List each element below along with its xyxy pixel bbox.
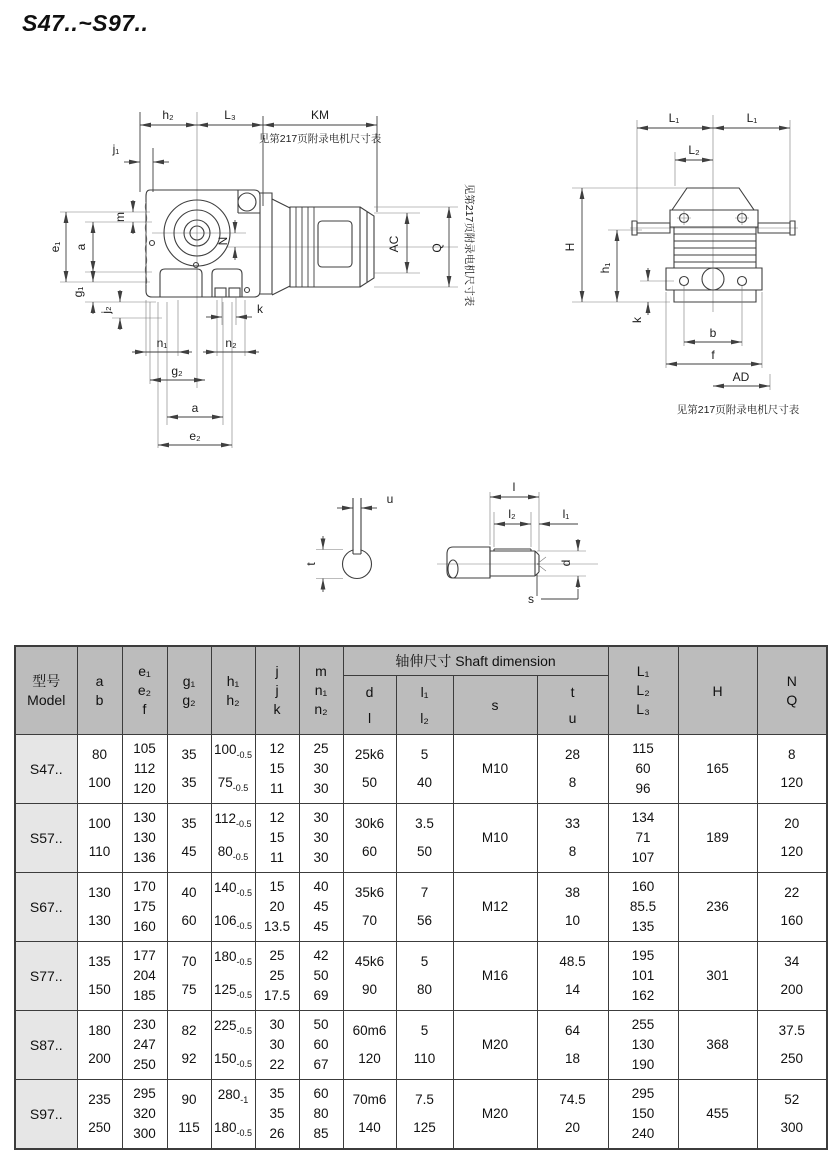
cell-s: M10 [453,804,537,873]
cell-L: 115 60 96 [608,735,678,804]
cell-H: 301 [678,942,757,1011]
cell-g: 40 60 [167,873,211,942]
cell-model: S57.. [15,804,77,873]
col-header-ab: a b [77,646,122,735]
cell-g: 90 115 [167,1080,211,1150]
cell-NQ: 37.5 250 [757,1011,827,1080]
dim-label-k-front: k [630,317,644,323]
dim-label-t: t [304,562,318,566]
dim-label-h1: h₁ [598,262,612,274]
cell-dl: 45k6 90 [343,942,396,1011]
cell-tu: 64 18 [537,1011,608,1080]
dim-label-L3: L₃ [224,108,236,122]
cell-model: S47.. [15,735,77,804]
dim-label-AC: AC [387,235,401,253]
col-header-s: s [453,676,537,735]
table-row [15,942,827,1011]
dim-label-e1: e₁ [48,241,62,253]
motor-note-side: 见第217页附录电机尺寸表 [463,183,475,307]
cell-L: 295 150 240 [608,1080,678,1150]
dim-label-a-left: a [74,243,88,251]
col-header-h: h₁ h₂ [211,646,255,735]
cell-ab: 100 110 [77,804,122,873]
cell-g: 82 92 [167,1011,211,1080]
cell-H: 368 [678,1011,757,1080]
cell-l12: 3.5 50 [396,804,453,873]
cell-tu: 33 8 [537,804,608,873]
cell-l12: 7 56 [396,873,453,942]
shaft-section-detail [304,492,393,592]
cell-dl: 70m6 140 [343,1080,396,1150]
dim-label-d: d [559,559,573,567]
cell-L: 255 130 190 [608,1011,678,1080]
dim-label-AD: AD [732,370,750,384]
cell-tu: 28 8 [537,735,608,804]
cell-jk: 35 35 26 [255,1080,299,1150]
dim-label-n1: n₁ [156,336,168,350]
dimension-table [14,645,828,1150]
dim-label-L2: L₂ [688,143,700,157]
dim-label-Q: Q [430,243,444,253]
cell-h: $112_{-0.5}$ $80_{-0.5}$ [211,804,255,873]
cell-mn: 25 30 30 [299,735,343,804]
cell-l12: 5 80 [396,942,453,1011]
col-header-g: g₁ g₂ [167,646,211,735]
cell-tu: 74.5 20 [537,1080,608,1150]
table-row [15,1080,827,1150]
motor-note-top: 见第217页附录电机尺寸表 [258,133,382,145]
cell-h: $140_{-0.5}$ $106_{-0.5}$ [211,873,255,942]
table-row [15,804,827,873]
cell-NQ: 52 300 [757,1080,827,1150]
cell-L: 160 85.5 135 [608,873,678,942]
cell-NQ: 34 200 [757,942,827,1011]
table-row [15,873,827,942]
cell-dl: 30k6 60 [343,804,396,873]
cell-h: $100_{-0.5}$ $75_{-0.5}$ [211,735,255,804]
col-header-model: 型号 Model [15,646,77,735]
cell-jk: 25 25 17.5 [255,942,299,1011]
dim-label-b: b [709,326,717,340]
table-row [15,735,827,804]
cell-ab: 130 130 [77,873,122,942]
cell-H: 165 [678,735,757,804]
table-row [15,1011,827,1080]
cell-H: 189 [678,804,757,873]
dim-label-l1: l₁ [562,507,570,521]
cell-ef: 170 175 160 [122,873,167,942]
cell-dl: 35k6 70 [343,873,396,942]
cell-NQ: 8 120 [757,735,827,804]
cell-g: 35 35 [167,735,211,804]
cell-l12: 7.5 125 [396,1080,453,1150]
cell-g: 70 75 [167,942,211,1011]
cell-ef: 130 130 136 [122,804,167,873]
col-header-NQ: N Q [757,646,827,735]
col-header-dl: d l [343,676,396,735]
cell-model: S87.. [15,1011,77,1080]
dim-label-g1: g₁ [71,286,85,298]
dim-label-m: m [113,212,127,222]
cell-NQ: 20 120 [757,804,827,873]
col-header-ef: e₁ e₂ f [122,646,167,735]
col-header-shaft-group: 轴伸尺寸 Shaft dimension [343,646,608,676]
cell-model: S77.. [15,942,77,1011]
dim-label-n2: n₂ [225,336,237,350]
cell-ab: 180 200 [77,1011,122,1080]
cell-ef: 177 204 185 [122,942,167,1011]
cell-ab: 235 250 [77,1080,122,1150]
cell-mn: 30 30 30 [299,804,343,873]
col-header-L: L₁ L₂ L₃ [608,646,678,735]
page-title: S47..~S97.. [22,10,149,36]
cell-tu: 38 10 [537,873,608,942]
dim-label-s: s [528,592,534,606]
cell-jk: 12 15 11 [255,804,299,873]
cell-s: M20 [453,1011,537,1080]
cell-ab: 135 150 [77,942,122,1011]
gearmotor-front-view [563,111,800,416]
cell-H: 236 [678,873,757,942]
dim-label-N: N [216,236,230,246]
cell-h: $180_{-0.5}$ $125_{-0.5}$ [211,942,255,1011]
cell-jk: 15 20 13.5 [255,873,299,942]
dim-label-e2: e₂ [189,429,201,443]
cell-tu: 48.5 14 [537,942,608,1011]
dim-label-L1-right: L₁ [746,111,758,125]
col-header-l12: l₁ l₂ [396,676,453,735]
cell-ef: 230 247 250 [122,1011,167,1080]
cell-s: M12 [453,873,537,942]
cell-g: 35 45 [167,804,211,873]
cell-L: 195 101 162 [608,942,678,1011]
cell-s: M16 [453,942,537,1011]
cell-h: $280_{-1}$ $180_{-0.5}$ [211,1080,255,1150]
col-header-mn: m n₁ n₂ [299,646,343,735]
cell-mn: 42 50 69 [299,942,343,1011]
cell-dl: 25k6 50 [343,735,396,804]
cell-s: M10 [453,735,537,804]
dim-label-h2: h₂ [162,108,174,122]
cell-jk: 30 30 22 [255,1011,299,1080]
col-header-jk: j j k [255,646,299,735]
cell-ef: 105 112 120 [122,735,167,804]
gearmotor-side-view [48,108,476,448]
dim-label-u: u [386,492,394,506]
cell-l12: 5 110 [396,1011,453,1080]
cell-h: $225_{-0.5}$ $150_{-0.5}$ [211,1011,255,1080]
cell-H: 455 [678,1080,757,1150]
dim-label-j2: j₂ [99,306,113,314]
col-header-H: H [678,646,757,735]
cell-L: 134 71 107 [608,804,678,873]
cell-ef: 295 320 300 [122,1080,167,1150]
cell-dl: 60m6 120 [343,1011,396,1080]
dim-label-j1: j₁ [112,142,120,156]
dim-label-KM: KM [311,108,329,122]
col-header-tu: t u [537,676,608,735]
dim-label-a-bottom: a [191,401,199,415]
dim-label-L1-left: L₁ [668,111,680,125]
dim-label-f: f [711,348,715,362]
dim-label-k-bottom: k [257,302,263,316]
dim-label-l2: l₂ [508,507,516,521]
cell-NQ: 22 160 [757,873,827,942]
cell-l12: 5 40 [396,735,453,804]
dim-label-g2: g₂ [171,364,183,378]
table-body [15,735,827,1150]
dim-label-l: l [512,480,516,494]
cell-model: S67.. [15,873,77,942]
cell-jk: 12 15 11 [255,735,299,804]
cell-ab: 80 100 [77,735,122,804]
dim-label-H: H [563,242,577,252]
cell-mn: 60 80 85 [299,1080,343,1150]
motor-note-bottom: 见第217页附录电机尺寸表 [676,404,800,416]
cell-s: M20 [453,1080,537,1150]
cell-mn: 50 60 67 [299,1011,343,1080]
cell-mn: 40 45 45 [299,873,343,942]
shaft-end-detail [437,480,598,606]
cell-model: S97.. [15,1080,77,1150]
